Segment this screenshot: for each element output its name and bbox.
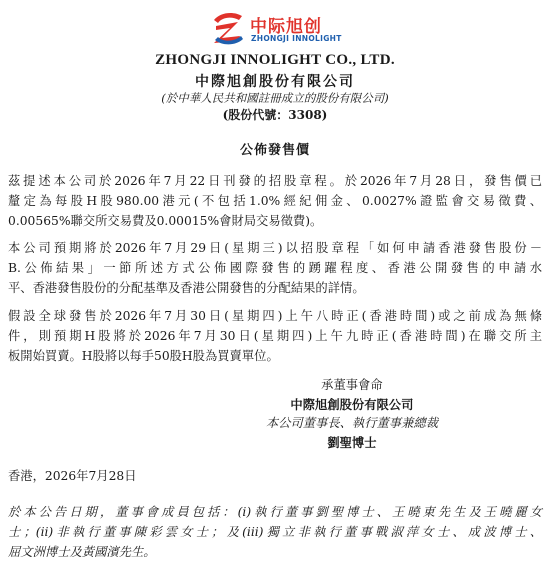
paragraph-line: 於本公告日期，董事會成員包括：(i)執行董事劉聖博士、王曉東先生及王曉麗女 — [8, 505, 542, 519]
logo-chinese-name: 中际旭创 — [250, 17, 322, 37]
paragraph-line: 假設全球發售於2026年7月30日(星期四)上午八時正(香港時間)或之前成為無條 — [8, 309, 542, 323]
paragraph-dealings — [8, 306, 542, 366]
signature-company: 中際旭創股份有限公司 — [290, 397, 414, 412]
company-name-english: ZHONGJI INNOLIGHT CO., LTD. — [155, 52, 395, 68]
company-name-chinese: 中際旭創股份有限公司 — [195, 74, 355, 90]
signatory-title: 本公司董事長、執行董事兼總裁 — [265, 416, 438, 430]
paragraph-line: 釐定為每股H股980.00港元(不包括1.0%經紀佣金、0.0027%證監會交易徵費、 — [8, 194, 542, 208]
paragraph-line: 板開始買賣。H股將以每手50股H股為買賣單位。 — [8, 349, 279, 363]
paragraph-line: 0.00565%聯交所交易費及0.00015%會財局交易徵費)。 — [8, 214, 323, 228]
board-composition-note — [8, 502, 542, 562]
announcement-date: 香港，2026年7月28日 — [8, 469, 137, 483]
paragraph-offer-price — [8, 171, 542, 231]
by-order-of-board: 承董事會命 — [321, 378, 383, 392]
company-logo — [210, 10, 350, 50]
signatory-name: 劉聖博士 — [327, 435, 377, 450]
stock-code: (股份代號：3308) — [222, 108, 328, 122]
paragraph-line: B.公佈結果」一節所述方式公佈國際發售的踴躍程度、香港公開發售的申請水 — [8, 261, 542, 275]
paragraph-line: 屈文洲博士及黃國濱先生。 — [8, 545, 156, 559]
signature-block — [266, 376, 438, 452]
incorporation-note: (於中華人民共和國註冊成立的股份有限公司) — [161, 91, 389, 105]
paragraph-line: 士；(ii)非執行董事陳彩雲女士；及(iii)獨立非執行董事戰淑萍女士、成波博士、 — [8, 525, 542, 539]
innolight-mark-icon — [210, 10, 246, 48]
announcement-heading: 公佈發售價 — [239, 143, 310, 158]
paragraph-line: 平、香港發售股份的分配基準及香港公開發售的分配結果的詳情。 — [8, 281, 365, 295]
paragraph-allotment-results — [8, 238, 542, 298]
paragraph-line: 件，則預期H股將於2026年7月30日(星期四)上午九時正(香港時間)在聯交所主 — [8, 329, 542, 343]
logo-english-name: ZHONGJI INNOLIGHT — [251, 34, 342, 43]
paragraph-line: 茲提述本公司於2026年7月22日刊發的招股章程。於2026年7月28日，發售價已 — [8, 174, 542, 188]
paragraph-line: 本公司預期將於2026年7月29日(星期三)以招股章程「如何申請香港發售股份－ — [8, 241, 542, 255]
